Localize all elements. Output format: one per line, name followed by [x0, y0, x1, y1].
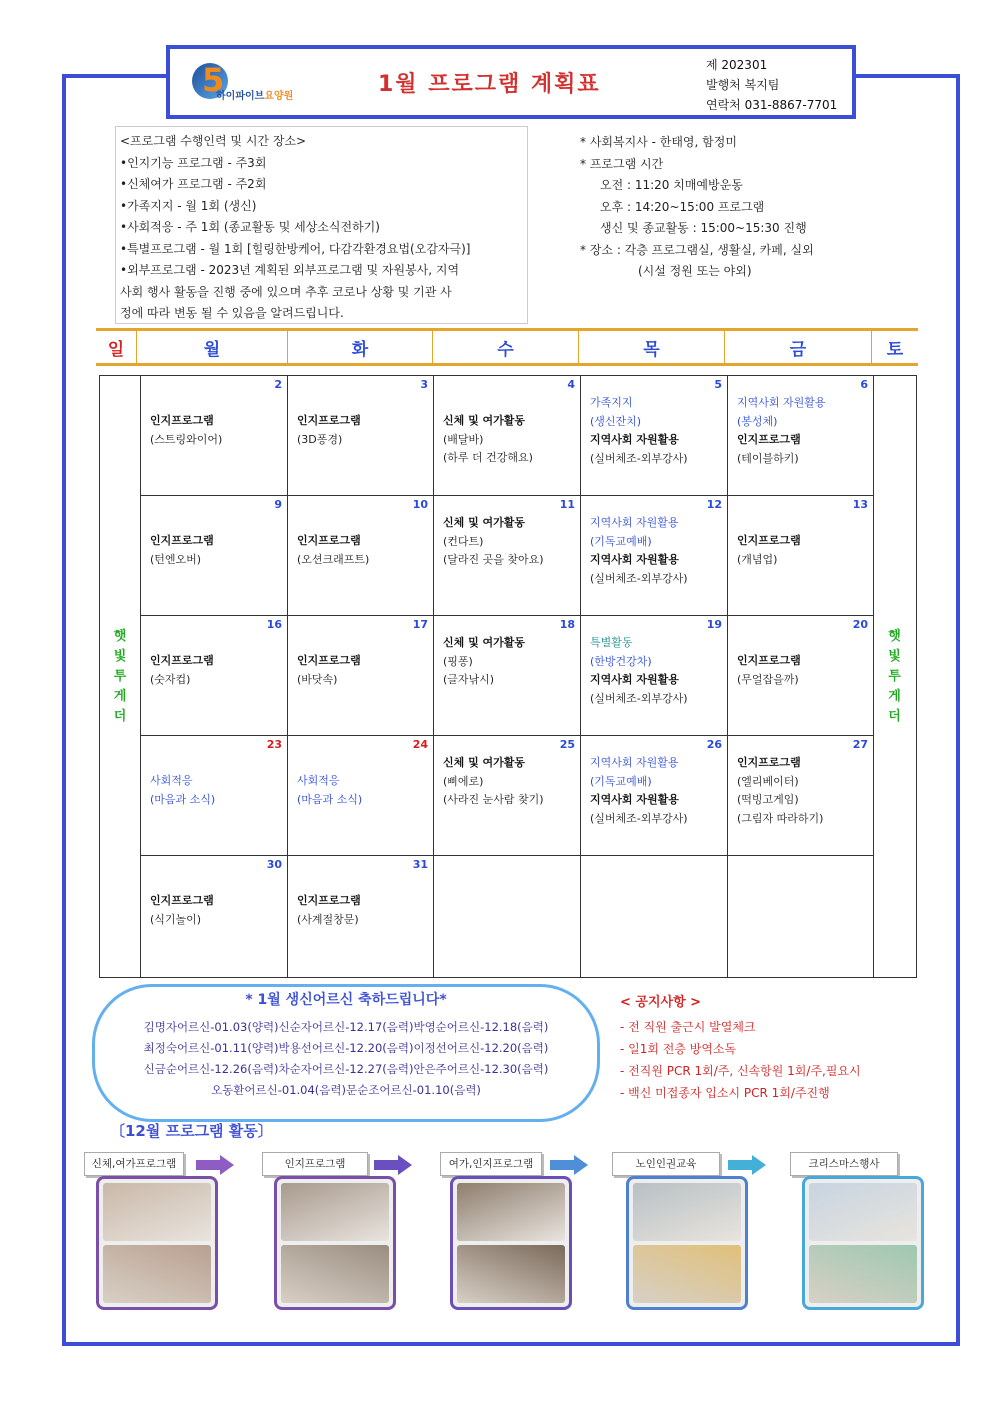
day-events — [737, 754, 823, 828]
day-number: 5 — [714, 378, 722, 391]
info-line: (시설 정원 또는 야외) — [638, 264, 752, 278]
doc-number: 제 202301 — [706, 58, 768, 72]
event-line: (바닷속) — [297, 672, 338, 686]
day-events — [150, 532, 214, 569]
calendar-day — [581, 736, 728, 856]
info-line: 사회 행사 활동을 진행 중에 있으며 추후 코로나 상황 및 기관 사 — [120, 284, 452, 299]
logo-text: 하이파이브 — [216, 91, 265, 102]
calendar-day — [141, 616, 288, 736]
event-line: (턴엔오버) — [150, 552, 202, 566]
event-line: 지역사회 자원활용 — [737, 396, 826, 409]
photo-image — [457, 1245, 565, 1303]
activity-photo — [450, 1176, 572, 1310]
event-line: 인지프로그램 — [737, 534, 801, 547]
event-line: 가족지지 — [590, 396, 633, 409]
notice-box — [620, 992, 920, 1104]
event-line: (엘리베이터) — [737, 774, 799, 788]
day-events — [297, 412, 361, 449]
doc-publisher: 발행처 복지팀 — [706, 78, 780, 92]
side-column-right — [874, 376, 915, 977]
birthday-line: 김명자어르신-01.03(양력)신순자어르신-12.17(음력)박영순어르신-12.18(음력) — [143, 1020, 549, 1034]
day-number: 9 — [274, 498, 282, 511]
weekday-6: 토 — [886, 339, 904, 360]
activity-photo — [626, 1176, 748, 1310]
calendar-day — [288, 736, 434, 856]
day-events — [590, 514, 688, 588]
day-number: 6 — [860, 378, 868, 391]
photo-image — [103, 1183, 211, 1241]
activity-label: 여가,인지프로그램 — [440, 1152, 542, 1176]
event-line: 사회적응 — [297, 774, 340, 787]
day-number: 13 — [852, 498, 868, 511]
event-line: (떡빙고게임) — [737, 793, 799, 806]
calendar-day — [434, 736, 581, 856]
day-number: 18 — [559, 618, 575, 631]
activity-photo — [96, 1176, 218, 1310]
info-line: 오후 : 14:20~15:00 프로그램 — [600, 199, 765, 214]
weekday-2: 화 — [288, 331, 433, 363]
weekday-3: 수 — [433, 331, 579, 363]
info-line: •사회적응 - 주 1회 (종교활동 및 세상소식전하기) — [120, 220, 380, 234]
day-number: 27 — [852, 738, 868, 751]
day-events — [443, 634, 525, 690]
info-line: * 프로그램 시간 — [580, 156, 664, 171]
calendar-day — [434, 856, 581, 977]
doc-info — [706, 55, 837, 115]
event-line: (사계절창문) — [297, 912, 359, 926]
birthday-line: 오동환어르신-01.04(음력)문순조어르신-01.10(음력) — [211, 1083, 481, 1097]
event-line: 사회적응 — [150, 774, 193, 787]
day-number: 23 — [266, 738, 282, 751]
day-events — [297, 652, 361, 689]
activity-label: 인지프로그램 — [262, 1152, 368, 1176]
event-line: (마음과 소식) — [297, 792, 363, 806]
info-line: 생신 및 종교활동 : 15:00~15:30 진행 — [600, 221, 807, 235]
event-line: (실버체조-외부강사) — [590, 571, 688, 585]
photo-image — [103, 1245, 211, 1303]
day-number: 16 — [266, 618, 282, 631]
event-line: 인지프로그램 — [297, 534, 361, 547]
event-line: 인지프로그램 — [150, 894, 214, 907]
info-line: * 장소 : 각층 프로그램실, 생활실, 카페, 실외 — [580, 242, 814, 257]
activity-label: 노인인권교육 — [612, 1152, 720, 1176]
photo-image — [457, 1183, 565, 1241]
event-line: (생신잔치) — [590, 414, 642, 428]
event-line: 지역사회 자원활용 — [590, 793, 679, 806]
event-line: 지역사회 자원활용 — [590, 756, 679, 769]
event-line: (달라진 곳을 찾아요) — [443, 553, 544, 566]
event-line: 지역사회 자원활용 — [590, 673, 679, 686]
event-line: 지역사회 자원활용 — [590, 433, 679, 446]
logo-suffix: 요양원 — [264, 91, 294, 102]
day-number: 20 — [852, 618, 868, 631]
calendar-day — [434, 616, 581, 736]
calendar-day — [288, 856, 434, 977]
calendar-day — [434, 376, 581, 496]
notice-title: < 공지사항 > — [620, 995, 702, 1010]
day-number: 17 — [412, 618, 428, 631]
event-line: 인지프로그램 — [297, 654, 361, 667]
info-line: •외부프로그램 - 2023년 계획된 외부프로그램 및 자원봉사, 지역 — [120, 263, 460, 277]
weekday-header — [96, 328, 918, 366]
day-events — [737, 532, 801, 569]
event-line: 인지프로그램 — [297, 894, 361, 907]
calendar-day — [581, 496, 728, 616]
day-events — [150, 772, 215, 809]
doc-contact: 연락처 031-8867-7701 — [706, 98, 838, 112]
weekday-1: 월 — [137, 331, 288, 363]
photo-image — [809, 1245, 917, 1303]
day-number: 24 — [412, 738, 428, 751]
day-events — [737, 652, 801, 689]
notice-item: - 전직원 PCR 1회/주, 신속항원 1회/주,필요시 — [620, 1064, 861, 1078]
side-label: 햇빛투게더 — [888, 628, 901, 724]
event-line: (오션크래프트) — [297, 552, 370, 566]
calendar-day — [728, 496, 874, 616]
calendar-day — [581, 376, 728, 496]
event-line: (배달바) — [443, 432, 484, 446]
event-line: (기독교예배) — [590, 774, 652, 788]
event-line: 신체 및 여가활동 — [443, 414, 526, 427]
activity-photo — [802, 1176, 924, 1310]
day-events — [590, 754, 688, 828]
notice-item: - 백신 미접종자 입소시 PCR 1회/주진행 — [620, 1086, 830, 1100]
day-number: 2 — [274, 378, 282, 391]
photo-image — [281, 1183, 389, 1241]
event-line: 지역사회 자원활용 — [590, 516, 679, 529]
day-number: 25 — [559, 738, 575, 751]
event-line: (컨다트) — [443, 534, 484, 548]
photo-image — [809, 1183, 917, 1241]
birthday-line: 신금순어르신-12.26(음력)차순자어르신-12.27(음력)안은주어르신-12.30(음력) — [143, 1062, 549, 1076]
event-line: 신체 및 여가활동 — [443, 516, 526, 529]
event-line: (글자낚시) — [443, 673, 495, 686]
event-line: 인지프로그램 — [150, 414, 214, 427]
info-line: •특별프로그램 - 월 1회 [힐링한방케어, 다감각환경요법(오감자극)] — [120, 241, 471, 256]
calendar — [99, 375, 917, 978]
page-title: 1월 프로그램 계획표 — [378, 72, 601, 97]
day-events — [443, 412, 533, 468]
activities-title: 〔12월 프로그램 활동〕 — [110, 1122, 273, 1140]
calendar-day — [141, 496, 288, 616]
day-number: 10 — [412, 498, 428, 511]
calendar-day — [728, 736, 874, 856]
calendar-day — [288, 376, 434, 496]
info-line: 정에 따라 변동 될 수 있음을 알려드립니다. — [120, 306, 344, 320]
day-number: 11 — [559, 498, 575, 511]
day-events — [443, 514, 544, 570]
event-line: 인지프로그램 — [297, 414, 361, 427]
calendar-day — [581, 856, 728, 977]
event-line: (하루 더 건강해요) — [443, 451, 533, 464]
calendar-day — [288, 496, 434, 616]
day-events — [590, 634, 688, 708]
logo: 5 하이파이브요양원 — [192, 63, 312, 103]
weekday-4: 목 — [579, 331, 725, 363]
event-line: (마음과 소식) — [150, 792, 216, 806]
event-line: 신체 및 여가활동 — [443, 756, 526, 769]
day-number: 4 — [567, 378, 575, 391]
calendar-day — [434, 496, 581, 616]
day-number: 30 — [266, 858, 282, 871]
event-line: (기독교예배) — [590, 534, 652, 548]
event-line: (실버체조-외부강사) — [590, 451, 688, 465]
info-line: •가족지지 - 월 1회 (생신) — [120, 198, 257, 213]
event-line: (무얼잡을까) — [737, 672, 799, 686]
info-line: 오전 : 11:20 치매예방운동 — [600, 178, 743, 192]
event-line: 지역사회 자원활용 — [590, 553, 679, 566]
day-events — [150, 412, 222, 449]
day-events — [150, 652, 214, 689]
event-line: (사라진 눈사람 찾기) — [443, 793, 544, 806]
event-line: 인지프로그램 — [150, 654, 214, 667]
event-line: 인지프로그램 — [737, 756, 801, 769]
day-events — [297, 532, 369, 569]
event-line: (그림자 따라하기) — [737, 811, 824, 825]
event-line: 인지프로그램 — [737, 654, 801, 667]
event-line: (3D퐁경) — [297, 432, 343, 446]
birthday-line: 최정숙어르신-01.11(양력)박용선어르신-12.20(음력)이정선어르신-12.20(음력) — [143, 1041, 549, 1055]
side-label: 햇빛투게더 — [113, 628, 127, 724]
side-column-left — [100, 376, 141, 977]
notice-item: - 전 직원 출근시 발열체크 — [620, 1020, 756, 1034]
activity-label: 신체,여가프로그램 — [84, 1152, 184, 1176]
calendar-day — [728, 376, 874, 496]
event-line: (한방건강차) — [590, 654, 652, 668]
day-number: 3 — [420, 378, 428, 391]
calendar-day — [288, 616, 434, 736]
event-line: 특별활동 — [590, 636, 633, 649]
program-info-box — [115, 126, 528, 324]
event-line: (봉성체) — [737, 414, 778, 428]
activity-photo — [274, 1176, 396, 1310]
notice-item: - 일1회 전층 방역소독 — [620, 1042, 737, 1056]
info-line: •인지기능 프로그램 - 주3회 — [120, 155, 267, 170]
calendar-day — [141, 376, 288, 496]
event-line: (실버체조-외부강사) — [590, 811, 688, 825]
info-line: <프로그램 수행인력 및 시간 장소> — [120, 134, 307, 148]
event-line: (식기놀이) — [150, 912, 202, 926]
event-line: 인지프로그램 — [737, 433, 801, 446]
event-line: 인지프로그램 — [150, 534, 214, 547]
photo-image — [633, 1245, 741, 1303]
activity-label: 크리스마스행사 — [790, 1152, 898, 1176]
day-number: 12 — [706, 498, 722, 511]
birthday-box — [92, 984, 600, 1122]
event-line: (삐에로) — [443, 774, 484, 788]
event-line: 신체 및 여가활동 — [443, 636, 526, 649]
day-events — [150, 892, 214, 929]
staff-time-info — [580, 132, 880, 283]
event-line: (개념업) — [737, 552, 778, 566]
calendar-day — [141, 856, 288, 977]
calendar-day — [728, 856, 874, 977]
calendar-day — [581, 616, 728, 736]
weekday-5: 금 — [725, 331, 872, 363]
birthday-title: * 1월 생신어르신 축하드립니다* — [245, 992, 447, 1008]
day-events — [297, 772, 362, 809]
event-line: (숫자컵) — [150, 672, 191, 686]
day-events — [590, 394, 688, 468]
event-line: (핑퐁) — [443, 654, 473, 668]
day-number: 26 — [706, 738, 722, 751]
day-number: 19 — [706, 618, 722, 631]
photo-image — [281, 1245, 389, 1303]
calendar-day — [141, 736, 288, 856]
day-number: 31 — [412, 858, 428, 871]
weekday-0: 일 — [96, 331, 137, 363]
header-box — [166, 45, 856, 119]
photo-image — [633, 1183, 741, 1241]
calendar-day — [728, 616, 874, 736]
event-line: (실버체조-외부강사) — [590, 691, 688, 705]
info-line: * 사회복지사 - 한태영, 함정미 — [580, 135, 737, 149]
day-events — [443, 754, 544, 810]
event-line: (스트링와이어) — [150, 432, 223, 446]
day-events — [737, 394, 826, 468]
info-line: •신체여가 프로그램 - 주2회 — [120, 177, 267, 191]
day-events — [297, 892, 361, 929]
event-line: (테이블하키) — [737, 451, 799, 465]
